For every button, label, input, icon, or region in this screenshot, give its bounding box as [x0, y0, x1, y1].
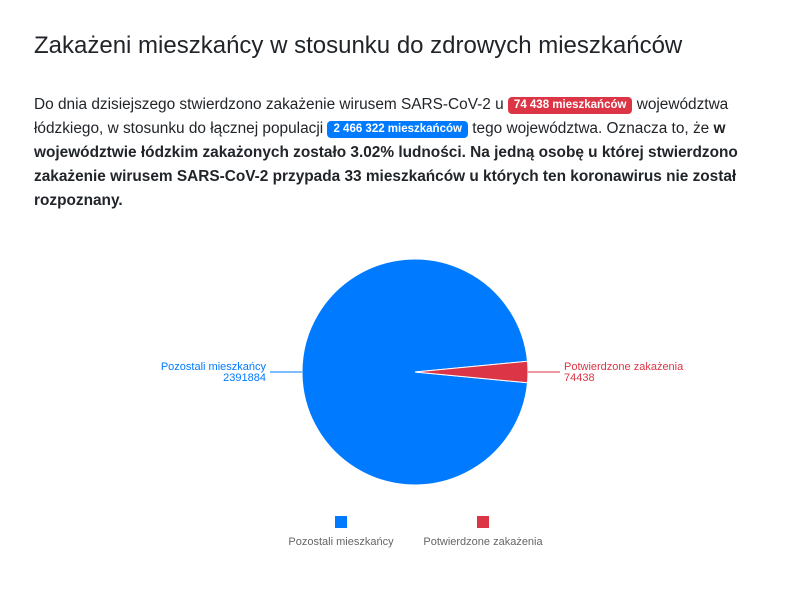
slice-label-infected: Potwierdzone zakażenia — [564, 361, 684, 373]
population-badge: 2 466 322 mieszkańców — [327, 121, 468, 138]
legend-swatch-healthy[interactable] — [335, 516, 347, 528]
slice-value-healthy: 2391884 — [223, 372, 266, 384]
description-text-2: województwa łódzkiego, w stosunku do łącznej populacji — [34, 96, 729, 137]
description-text-3: tego województwa. Oznacza to, że — [467, 120, 714, 137]
description-text-1: Do dnia dzisiejszego stwierdzono zakażenie wirusem SARS-CoV-2 u — [34, 96, 508, 113]
legend-label-infected[interactable]: Potwierdzone zakażenia — [423, 536, 543, 548]
legend-label-healthy[interactable]: Pozostali mieszkańcy — [288, 536, 394, 548]
description-summary-bold: w województwie łódzkim zakażonych zostało 3.02% ludności. Na jedną osobę u której stwierdzono zakażenie wirusem SARS-CoV-2 przypada 33 mieszkańców u których ten koronawirus nie został rozpoznany. — [34, 120, 738, 209]
slice-value-infected: 74438 — [564, 372, 595, 384]
legend-swatch-infected[interactable] — [477, 516, 489, 528]
infected-count-badge: 74 438 mieszkańców — [508, 97, 633, 114]
page-title: Zakażeni mieszkańcy w stosunku do zdrowych mieszkańców — [34, 32, 683, 59]
slice-label-healthy: Pozostali mieszkańcy — [160, 361, 266, 373]
